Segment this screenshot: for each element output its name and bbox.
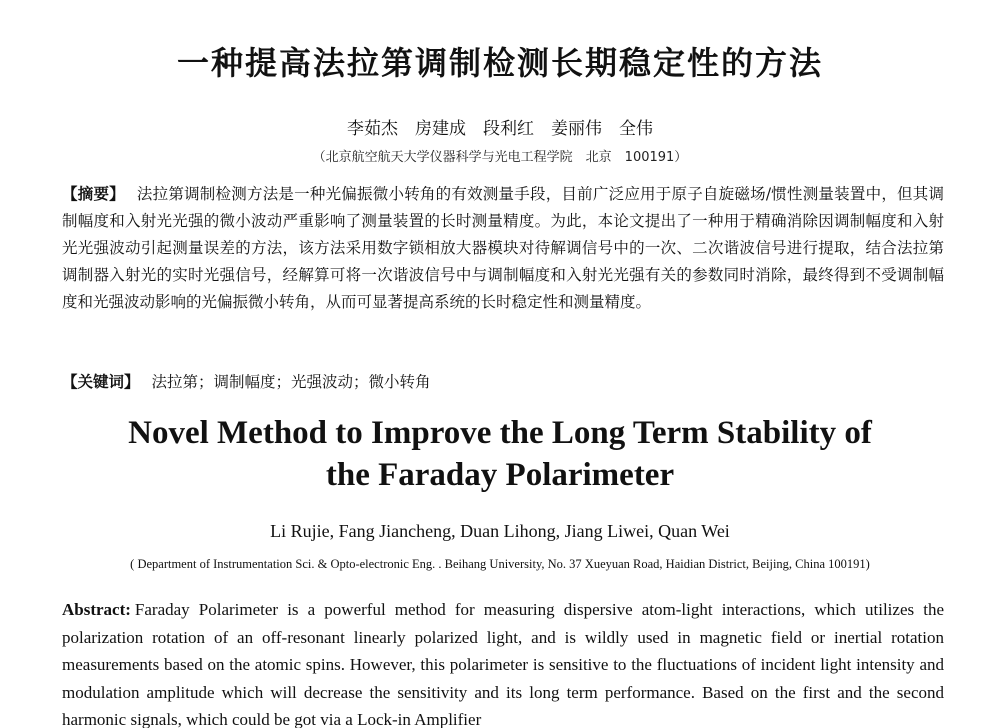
english-abstract-label: Abstract: bbox=[62, 600, 131, 619]
chinese-title: 一种提高法拉第调制检测长期稳定性的方法 bbox=[176, 44, 823, 82]
english-affiliation: ( Department of Instrumentation Sci. & Opto-electronic Eng. . Beihang University, No. 37 Xueyuan Road, Haidian District, Beijing, China 100191) bbox=[130, 557, 870, 571]
chinese-abstract-text: 法拉第调制检测方法是一种光偏振微小转角的有效测量手段，目前广泛应用于原子自旋磁场/惯性测量装置中，但其调制幅度和入射光光强的微小波动严重影响了测量装置的长时测量精度。为此，本论文提出了一种用于精确消除因调制幅度和入射光光强波动引起测量误差的方法，该方法采用数字锁相放大器模块对待解调信号中的一次、二次谐波信号进行提取，结合法拉第调制器入射光的实时光强信号，经解算可将一次谐波信号中与调制幅度和入射光光强有关的参数同时消除，最终得到不受调制幅度和光强波动影响的光偏振微小转角，从而可显著提高系统的长时稳定性和测量精度。 bbox=[62, 185, 944, 311]
chinese-keywords bbox=[62, 369, 944, 396]
english-title-line-1: Novel Method to Improve the Long Term Stability of bbox=[128, 415, 872, 451]
english-abstract-text: Faraday Polarimeter is a powerful method for measuring dispersive atom-light interactions, which utilizes the polarization rotation of an off-resonant linearly polarized light, and is wildly used in magnetic field or inertial rotation measurements based on the atomic spins. However, this polarimeter is sensitive to the fluctuations of incident light intensity and modulation amplitude which will decrease the sensitivity and its long term performance. Based on the first and the second harmonic signals, which could be got via a Lock-in Amplifier bbox=[62, 600, 944, 728]
chinese-abstract-label: 【摘要】 bbox=[62, 185, 125, 203]
chinese-abstract bbox=[62, 181, 944, 316]
english-authors: Li Rujie, Fang Jiancheng, Duan Lihong, Jiang Liwei, Quan Wei bbox=[270, 521, 730, 541]
chinese-authors: 李茹杰 房建成 段利红 姜丽伟 全伟 bbox=[347, 119, 653, 139]
english-abstract bbox=[62, 596, 944, 728]
english-title-line-2: the Faraday Polarimeter bbox=[325, 457, 675, 493]
chinese-affiliation: （北京航空航天大学仪器科学与光电工程学院 北京 100191） bbox=[312, 150, 688, 165]
chinese-keywords-label: 【关键词】 bbox=[62, 373, 140, 391]
english-title bbox=[0, 412, 1000, 496]
chinese-keywords-text: 法拉第；调制幅度；光强波动；微小转角 bbox=[151, 373, 431, 391]
